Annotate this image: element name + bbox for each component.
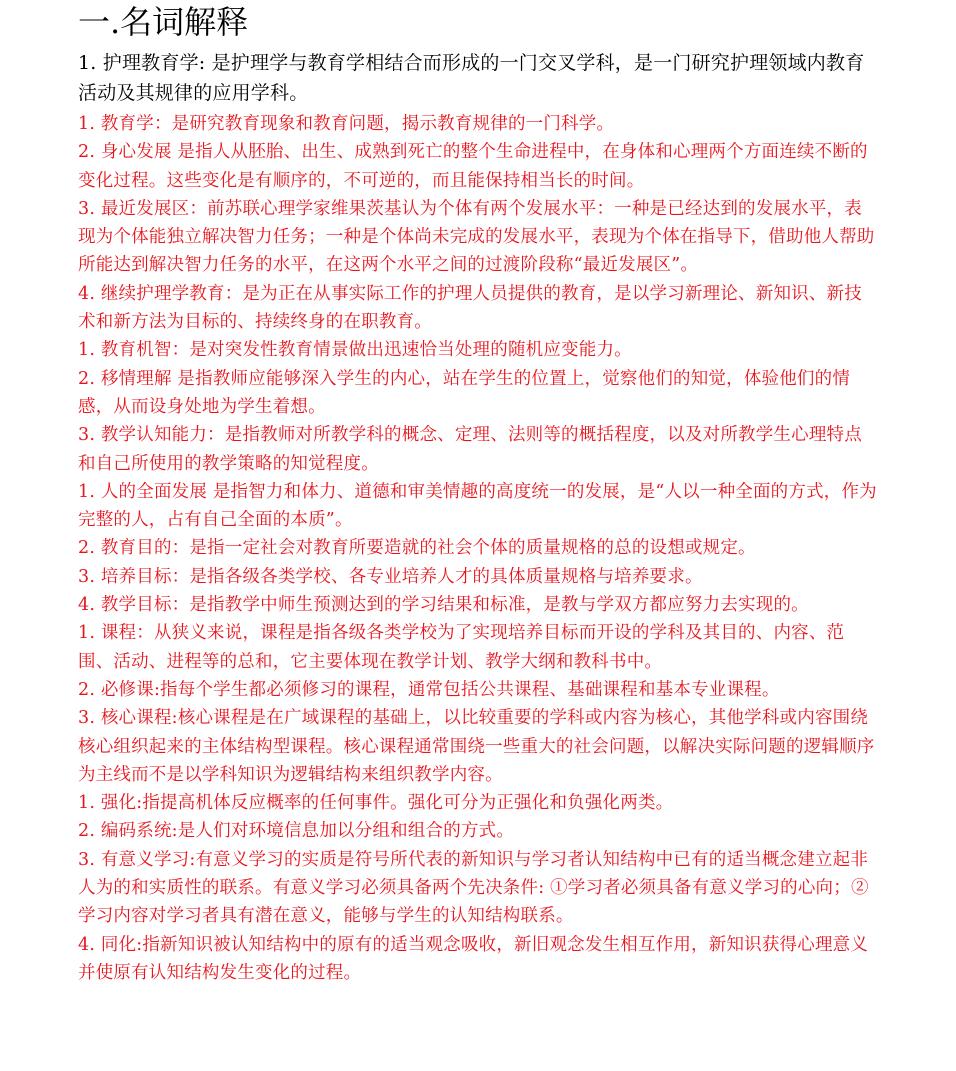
- definition-entry-15: 3. 核心课程:核心课程是在广域课程的基础上，以比较重要的学科或内容为核心，其他学科或内容围绕核心组织起来的主体结构型课程。核心课程通常围绕一些重大的社会问题，以解决实际问题的逻辑顺序为主线而不是以学科知识为逻辑结构来组织教学内容。: [78, 708, 875, 785]
- definition-entry-12: 4. 教学目标：是指教学中师生预测达到的学习结果和标准，是教与学双方都应努力去实现的。: [78, 595, 809, 616]
- definition-entry-11: 3. 培养目标：是指各级各类学校、各专业培养人才的具体质量规格与培养要求。: [78, 566, 703, 587]
- definition-entry-9: 1. 人的全面发展 是指智力和体力、道德和审美情趣的高度统一的发展，是“人以一种全面的方式，作为完整的人，占有自己全面的本质”。: [78, 481, 877, 531]
- definition-entry-5: 4. 继续护理学教育：是为正在从事实际工作的护理人员提供的教育，是以学习新理论、新知识、新技术和新方法为目标的、持续终身的在职教育。: [78, 283, 862, 333]
- definition-entry-4: 3. 最近发展区：前苏联心理学家维果茨基认为个体有两个发展水平：一种是已经达到的发展水平，表现为个体能独立解决智力任务；一种是个体尚未完成的发展水平，表现为个体在指导下，借助他人帮助所能达到解决智力任务的水平，在这两个水平之间的过渡阶段称“最近发展区”。: [78, 198, 875, 276]
- definition-entry-13: 1. 课程：从狭义来说，课程是指各级各类学校为了实现培养目标而开设的学科及其目的、内容、范围、活动、进程等的总和，它主要体现在教学计划、教学大纲和教科书中。: [78, 623, 845, 672]
- section-heading: 一.名词解释: [78, 3, 249, 41]
- definition-entry-2: 1. 教育学：是研究教育现象和教育问题，揭示教育规律的一门科学。: [78, 114, 615, 134]
- definition-entry-14: 2. 必修课:指每个学生都必须修习的课程，通常包括公共课程、基础课程和基本专业课程。: [78, 679, 780, 700]
- definition-entry-8: 3. 教学认知能力：是指教师对所教学科的概念、定理、法则等的概括程度，以及对所教学生心理特点和自己所使用的教学策略的知觉程度。: [78, 425, 862, 474]
- definition-entry-18: 3. 有意义学习:有意义学习的实质是符号所代表的新知识与学习者认知结构中已有的适当概念建立起非人为的和实质性的联系。有意义学习必须具备两个先决条件: ①学习者必须具备有意义学习的心向；②学习内容对学习者具有潜在意义，能够与学生的认知结构联系。: [78, 849, 869, 927]
- definition-entry-6: 1. 教育机智：是对突发性教育情景做出迅速恰当处理的随机应变能力。: [78, 340, 632, 361]
- definition-entry-16: 1. 强化:指提高机体反应概率的任何事件。强化可分为正强化和负强化两类。: [78, 793, 674, 814]
- definition-entry-1: 1. 护理教育学: 是护理学与教育学相结合而形成的一门交叉学科，是一门研究护理领域内教育活动及其规律的应用学科。: [78, 52, 865, 104]
- definition-entry-19: 4. 同化:指新知识被认知结构中的原有的适当观念吸收，新旧观念发生相互作用，新知识获得心理意义并使原有认知结构发生变化的过程。: [78, 934, 869, 983]
- definition-entry-10: 2. 教育目的：是指一定社会对教育所要造就的社会个体的质量规格的总的设想或规定。: [78, 538, 756, 559]
- definition-entry-3: 2. 身心发展 是指人从胚胎、出生、成熟到死亡的整个生命进程中，在身体和心理两个方面连续不断的变化过程。这些变化是有顺序的，不可逆的，而且能保持相当长的时间。: [78, 142, 868, 191]
- document-page: [78, 0, 878, 987]
- definition-entry-17: 2. 编码系统:是人们对环境信息加以分组和组合的方式。: [78, 821, 515, 842]
- definition-entry-7: 2. 移情理解 是指教师应能够深入学生的内心，站在学生的位置上，觉察他们的知觉，体验他们的情感，从而设身处地为学生着想。: [78, 368, 851, 417]
